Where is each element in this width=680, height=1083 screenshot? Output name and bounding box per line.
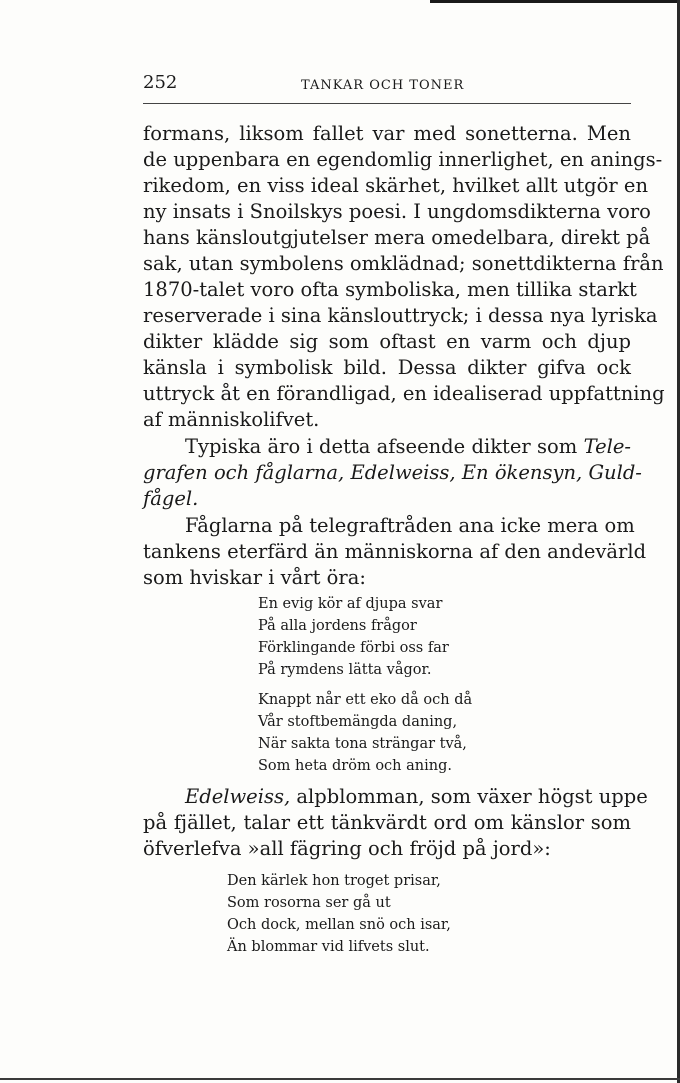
header-rule — [143, 103, 631, 104]
text-line: af människolifvet. — [143, 408, 320, 431]
verse-line: Förklingande förbi oss far — [258, 640, 449, 656]
verse-line: Som heta dröm och aning. — [258, 758, 452, 774]
verse-line: Knappt når ett eko då och då — [258, 692, 473, 708]
scan-edge-bottom — [0, 1078, 680, 1080]
verse-line: Som rosorna ser gå ut — [227, 895, 391, 911]
text-line: de uppenbara en egendomlig innerlighet, en anings- — [143, 148, 663, 171]
text-line — [143, 460, 642, 486]
text-line: rikedom, en viss ideal skärhet, hvilket allt utgör en — [143, 174, 649, 197]
text-line: 1870-talet voro ofta symboliska, men tillika starkt — [143, 278, 637, 301]
text-line: på fjället, talar ett tänkvärdt ord om känslor som — [143, 811, 631, 834]
paragraph-2 — [143, 434, 642, 512]
paragraph-3 — [143, 513, 647, 591]
text-line: uttryck åt en förandligad, en idealiserad uppfattning — [143, 382, 665, 405]
verse-line: Vår stoftbemängda daning, — [258, 714, 458, 730]
text-line: öfverlefva »all fägring och fröjd på jord»: — [143, 837, 551, 860]
running-title: TANKAR OCH TONER — [301, 78, 465, 93]
verse-line: På rymdens lätta vågor. — [258, 662, 432, 678]
text-line: som hviskar i vårt öra: — [143, 566, 366, 589]
text-line: sak, utan symbolens omklädnad; sonettdikterna från — [143, 252, 664, 275]
poem-title: Edelweiss, — [185, 785, 291, 808]
text-line — [143, 784, 648, 810]
paragraph-1 — [143, 121, 665, 433]
scan-edge-top — [430, 0, 680, 3]
paragraph-4 — [143, 784, 648, 862]
text-line — [143, 434, 631, 460]
text-line: dikter klädde sig som oftast en varm och djup — [143, 330, 631, 353]
verse-stanza-3 — [227, 870, 451, 958]
text-line: ny insats i Snoilskys poesi. I ungdomsdikterna voro — [143, 200, 651, 223]
text-line: känsla i symbolisk bild. Dessa dikter gifva ock — [143, 356, 631, 379]
text-line — [143, 486, 631, 512]
verse-stanza-1 — [258, 593, 449, 681]
page-header — [143, 72, 631, 98]
verse-stanza-2 — [258, 689, 472, 777]
text-line: hans känsloutgjutelser mera omedelbara, direkt på — [143, 226, 651, 249]
text-run: alpblomman, som växer högst uppe — [290, 785, 648, 808]
page-number: 252 — [143, 72, 178, 93]
verse-line: Den kärlek hon troget prisar, — [227, 873, 441, 889]
poem-title: fågel. — [143, 487, 199, 510]
verse-line: När sakta tona strängar två, — [258, 736, 467, 752]
poem-title: Tele- — [583, 435, 631, 458]
text-line: Fåglarna på telegraftråden ana icke mera om — [185, 514, 635, 537]
text-line: reserverade i sina känslouttryck; i dessa nya lyriska — [143, 304, 658, 327]
verse-line: En evig kör af djupa svar — [258, 596, 443, 612]
verse-line: Än blommar vid lifvets slut. — [227, 939, 430, 955]
text-line: formans, liksom fallet var med sonetterna. Men — [143, 122, 631, 145]
text-line: tankens eterfärd än människorna af den andevärld — [143, 540, 647, 563]
verse-line: Och dock, mellan snö och isar, — [227, 917, 451, 933]
text-run: Typiska äro i detta afseende dikter som — [185, 435, 584, 458]
poem-titles: grafen och fåglarna, Edelweiss, En ökensyn, Guld- — [143, 461, 642, 484]
verse-line: På alla jordens frågor — [258, 618, 417, 634]
